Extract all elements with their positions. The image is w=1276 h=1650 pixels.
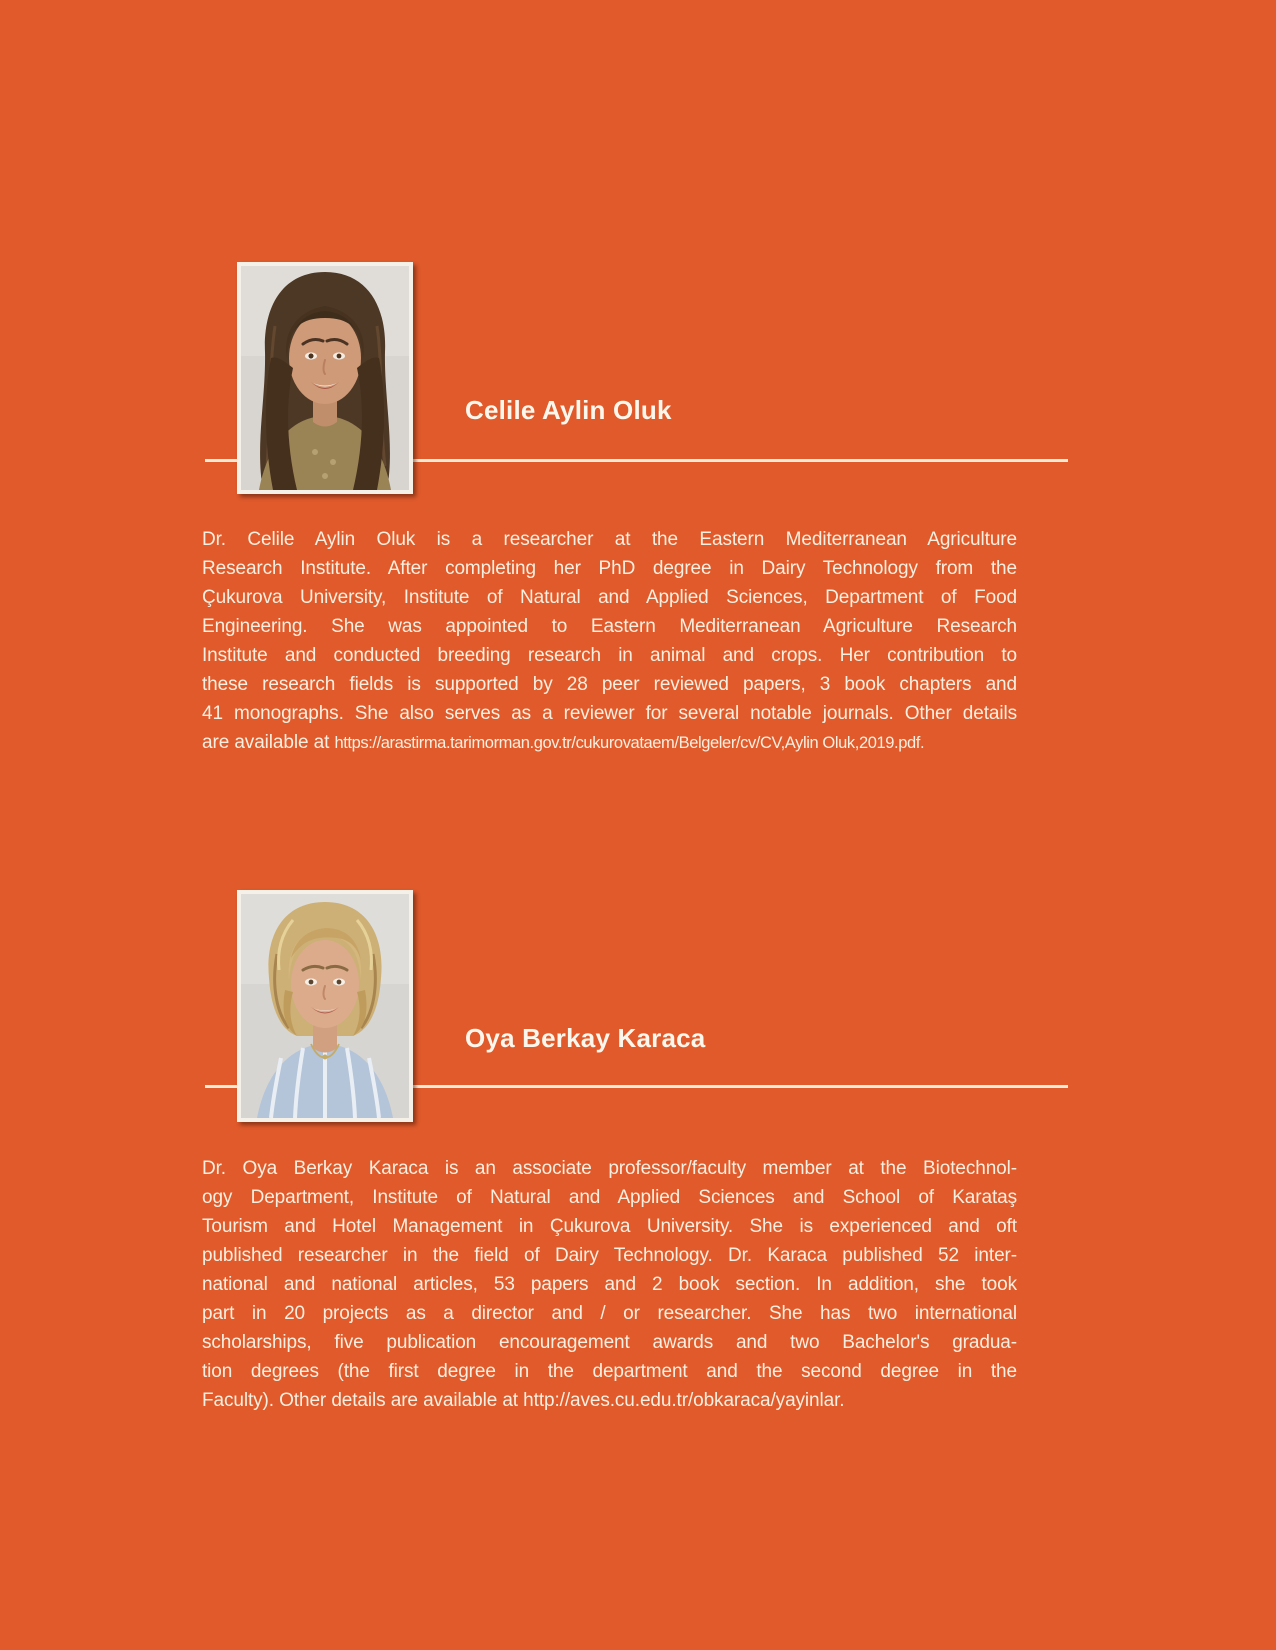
author-name: Celile Aylin Oluk xyxy=(465,395,672,425)
bio-line: these research fields is supported by 28 peer reviewed papers, 3 book chapters and xyxy=(202,674,1017,695)
cv-url-link[interactable]: https://arastirma.tarimorman.gov.tr/cukurovataem/Belgeler/cv/CV,Aylin Oluk,2019.pdf. xyxy=(334,734,925,752)
author-photo xyxy=(237,890,413,1122)
bio-line: national and national articles, 53 papers and 2 book section. In addition, she took xyxy=(202,1274,1017,1295)
bio-tail-text: Faculty). Other details are available at xyxy=(202,1390,524,1411)
bio-line xyxy=(202,1386,1017,1415)
bio-line: Tourism and Hotel Management in Çukurova University. She is experienced and oft xyxy=(202,1216,1017,1237)
bio-line: tion degrees (the first degree in the department and the second degree in the xyxy=(202,1361,1017,1382)
bio-line: Çukurova University, Institute of Natural and Applied Sciences, Department of Food xyxy=(202,587,1017,608)
bio-tail-text: are available at xyxy=(202,732,335,753)
publications-url-link[interactable]: http://aves.cu.edu.tr/obkaraca/yayinlar. xyxy=(523,1390,845,1411)
woman-long-brown-hair-portrait xyxy=(241,266,409,490)
bio-line: 41 monographs. She also serves as a reviewer for several notable journals. Other details xyxy=(202,703,1017,724)
author-photo xyxy=(237,262,413,494)
bio-line: Dr. Oya Berkay Karaca is an associate professor/faculty member at the Biotechnol- xyxy=(202,1158,1017,1179)
woman-short-blonde-hair-portrait xyxy=(241,894,409,1118)
author-bio xyxy=(202,1154,1017,1415)
author-name: Oya Berkay Karaca xyxy=(465,1023,706,1053)
bio-line: Engineering. She was appointed to Eastern Mediterranean Agriculture Research xyxy=(202,616,1017,637)
author-bio xyxy=(202,525,1017,757)
bio-line: Dr. Celile Aylin Oluk is a researcher at the Eastern Mediterranean Agriculture xyxy=(202,529,1017,550)
bio-line: Research Institute. After completing her PhD degree in Dairy Technology from the xyxy=(202,558,1017,579)
bio-line: part in 20 projects as a director and / or researcher. She has two international xyxy=(202,1303,1017,1324)
bio-line: published researcher in the field of Dairy Technology. Dr. Karaca published 52 inter- xyxy=(202,1245,1017,1266)
bio-line: ogy Department, Institute of Natural and Applied Sciences and School of Karataş xyxy=(202,1187,1017,1208)
bio-line: scholarships, five publication encouragement awards and two Bachelor's gradua- xyxy=(202,1332,1017,1353)
bio-line xyxy=(202,728,1017,757)
bio-line: Institute and conducted breeding research in animal and crops. Her contribution to xyxy=(202,645,1017,666)
